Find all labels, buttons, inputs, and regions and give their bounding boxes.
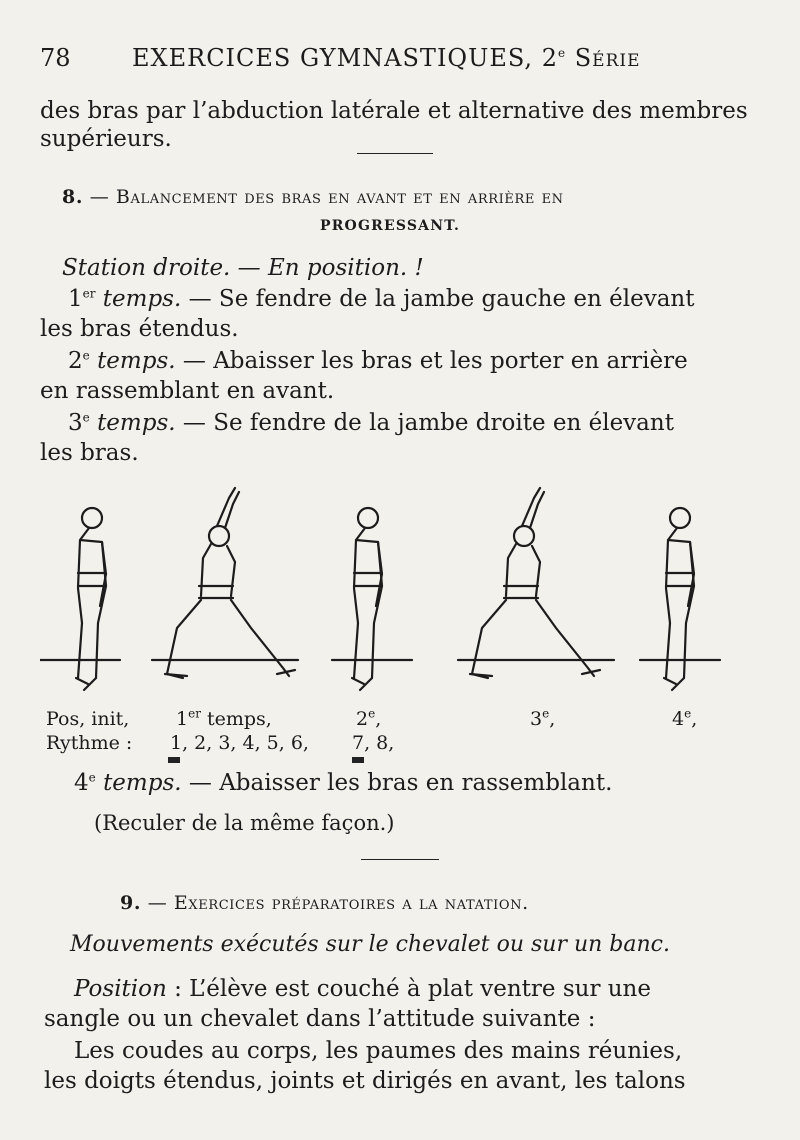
rythme-count-2: 7, 8, <box>352 732 395 754</box>
section-8-note: (Reculer de la même façon.) <box>94 811 395 835</box>
header-serie: Série <box>574 44 641 72</box>
lunge-figure <box>165 488 295 678</box>
section-9-heading: 9. — Exercices préparatoires a la natation. <box>120 892 529 914</box>
intro-line-2: supérieurs. <box>40 126 172 152</box>
temps-1-cont: les bras étendus. <box>40 316 239 342</box>
running-header: EXERCICES GYMNASTIQUES, 2e Série <box>132 44 641 72</box>
beat-marker <box>168 757 180 763</box>
temps-3: 3e temps. — Se fendre de la jambe droite en élevant <box>68 410 674 436</box>
caption-temps-1: 1er temps, <box>176 706 272 730</box>
section-9-line-3: Les coudes au corps, les paumes des mains réunies, <box>74 1038 683 1064</box>
rythme-count-1: 1, 2, 3, 4, 5, 6, <box>170 732 309 754</box>
caption-pos-init: Pos, init, <box>46 708 130 730</box>
section-9-line-4: les doigts étendus, joints et dirigés en avant, les talons <box>44 1068 686 1094</box>
divider <box>361 859 439 860</box>
caption-temps-2: 2e, <box>356 706 382 730</box>
temps-4: 4e temps. — Abaisser les bras en rassemblant. <box>74 770 613 796</box>
temps-1: 1er temps. — Se fendre de la jambe gauche en élevant <box>68 286 695 312</box>
exercise-illustration <box>40 478 740 703</box>
rythme-label: Rythme : <box>46 732 133 754</box>
temps-3-cont: les bras. <box>40 440 139 466</box>
divider <box>357 153 433 154</box>
temps-2-cont: en rassemblant en avant. <box>40 378 335 404</box>
intro-line-1: des bras par l’abduction latérale et alternative des membres <box>40 98 748 124</box>
section-9-position: Position : L’élève est couché à plat ventre sur une <box>74 976 651 1002</box>
header-title: EXERCICES GYMNASTIQUES, 2 <box>132 44 558 72</box>
page-number: 78 <box>40 44 71 72</box>
temps-2: 2e temps. — Abaisser les bras et les porter en arrière <box>68 348 688 374</box>
section-9-subtitle: Mouvements exécutés sur le chevalet ou sur un banc. <box>70 932 670 957</box>
caption-temps-3: 3e, <box>530 706 556 730</box>
section-9-line-2: sangle ou un chevalet dans l’attitude suivante : <box>44 1006 596 1032</box>
section-8-heading: 8. — Balancement des bras en avant et en arrière en <box>62 186 564 208</box>
section-8-command: Station droite. — En position. ! <box>62 255 424 281</box>
beat-marker <box>352 757 364 763</box>
standing-figure <box>352 508 382 690</box>
lunge-figure <box>470 488 600 678</box>
section-8-heading-2: PROGRESSANT. <box>320 218 461 234</box>
standing-figure <box>76 508 106 690</box>
standing-figure <box>664 508 694 690</box>
caption-temps-4: 4e, <box>672 706 698 730</box>
